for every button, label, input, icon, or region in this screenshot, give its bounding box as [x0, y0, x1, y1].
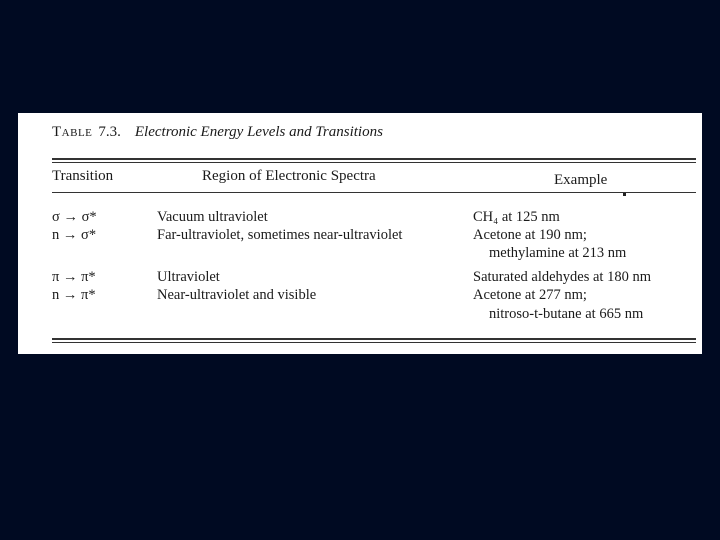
table-cell: σ → σ*: [52, 209, 97, 225]
table-title: Electronic Energy Levels and Transitions: [134, 124, 383, 140]
table-cell: Acetone at 277 nm;: [473, 287, 587, 303]
table-cell: Vacuum ultraviolet: [157, 209, 268, 225]
header-rule: [52, 192, 696, 193]
table-label: Table: [52, 124, 93, 140]
table-cell: nitroso-t-butane at 665 nm: [489, 306, 644, 322]
table-cell: Acetone at 190 nm;: [473, 227, 587, 243]
table-cell: Far-ultraviolet, sometimes near-ultraviolet: [157, 227, 403, 243]
header-transition: Transition: [52, 168, 114, 184]
top-rule-inner: [52, 162, 696, 163]
table-cell: CH₄ at 125 nm: [473, 209, 560, 225]
header-region: Region of Electronic Spectra: [202, 168, 376, 184]
table-cell: π → π*: [52, 269, 96, 285]
table-sheet: [18, 113, 702, 354]
table-cell: Ultraviolet: [157, 269, 220, 285]
table-cell: Saturated aldehydes at 180 nm: [473, 269, 651, 285]
table-cell: n → π*: [52, 287, 96, 303]
table-cell: Near-ultraviolet and visible: [157, 287, 317, 303]
table-cell: methylamine at 213 nm: [489, 245, 627, 261]
top-rule: [52, 158, 696, 160]
bottom-rule: [52, 338, 696, 340]
table-caption: [52, 124, 383, 141]
bottom-rule-inner: [52, 342, 696, 343]
stray-mark: [623, 193, 626, 196]
table-cell: n → σ*: [52, 227, 97, 243]
table-number: 7.3.: [98, 124, 121, 140]
header-example: Example: [554, 172, 608, 188]
